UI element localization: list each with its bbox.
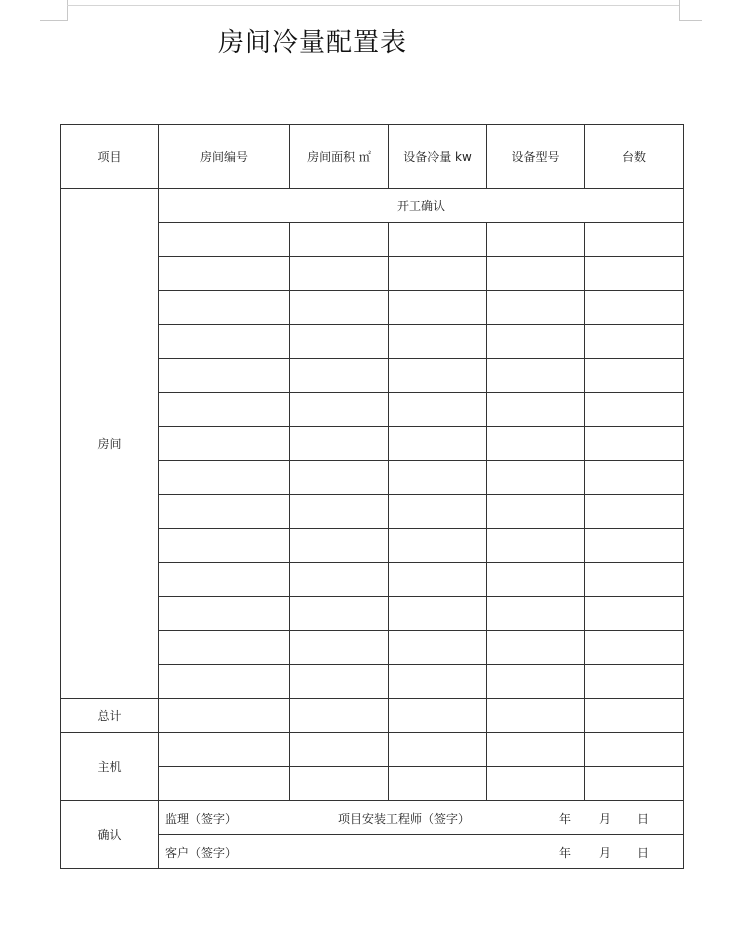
host-row — [61, 733, 684, 767]
header-row — [61, 125, 684, 189]
cell[interactable] — [585, 631, 684, 665]
year-label: 年 — [559, 812, 572, 826]
cell[interactable] — [290, 597, 389, 631]
start-confirm-label: 开工确认 — [159, 189, 684, 223]
cell[interactable] — [585, 359, 684, 393]
cell[interactable] — [389, 393, 487, 427]
cell[interactable] — [159, 665, 290, 699]
page-corner-mark-left — [40, 0, 68, 21]
cell[interactable] — [585, 699, 684, 733]
cell[interactable] — [290, 427, 389, 461]
engineer-sign-label: 项目安装工程师（签字） — [338, 812, 471, 826]
cell[interactable] — [159, 563, 290, 597]
header-model: 设备型号 — [487, 125, 585, 189]
cell[interactable] — [487, 597, 585, 631]
cell[interactable] — [585, 733, 684, 767]
cell[interactable] — [159, 529, 290, 563]
cell[interactable] — [159, 257, 290, 291]
cell[interactable] — [487, 699, 585, 733]
cell[interactable] — [487, 461, 585, 495]
cell[interactable] — [487, 563, 585, 597]
cell[interactable] — [585, 563, 684, 597]
cell[interactable] — [159, 325, 290, 359]
cell[interactable] — [290, 529, 389, 563]
cell[interactable] — [290, 733, 389, 767]
cell[interactable] — [585, 461, 684, 495]
customer-sign-cell[interactable] — [159, 835, 684, 869]
host-label: 主机 — [61, 733, 159, 801]
header-cooling: 设备冷量 kw — [389, 125, 487, 189]
total-row — [61, 699, 684, 733]
cell[interactable] — [290, 699, 389, 733]
cell[interactable] — [487, 359, 585, 393]
supervisor-sign-label: 监理（签字） — [165, 812, 238, 826]
cell[interactable] — [487, 223, 585, 257]
cell[interactable] — [290, 257, 389, 291]
cell[interactable] — [487, 427, 585, 461]
cooling-config-table — [60, 124, 684, 869]
cell[interactable] — [290, 495, 389, 529]
cell[interactable] — [389, 291, 487, 325]
month-label: 月 — [599, 846, 612, 860]
cell[interactable] — [389, 665, 487, 699]
cell[interactable] — [159, 291, 290, 325]
cell[interactable] — [389, 699, 487, 733]
cell[interactable] — [389, 529, 487, 563]
cell[interactable] — [389, 597, 487, 631]
cell[interactable] — [585, 529, 684, 563]
header-count: 台数 — [585, 125, 684, 189]
cell[interactable] — [389, 461, 487, 495]
cell[interactable] — [585, 665, 684, 699]
cell[interactable] — [487, 291, 585, 325]
cell[interactable] — [159, 733, 290, 767]
cell[interactable] — [159, 461, 290, 495]
cell[interactable] — [585, 597, 684, 631]
header-room-no: 房间编号 — [159, 125, 290, 189]
cell[interactable] — [487, 767, 585, 801]
cell[interactable] — [389, 495, 487, 529]
cell[interactable] — [290, 563, 389, 597]
cell[interactable] — [159, 223, 290, 257]
cell[interactable] — [585, 427, 684, 461]
page-top-rule — [67, 5, 679, 6]
cell[interactable] — [290, 223, 389, 257]
cell[interactable] — [290, 461, 389, 495]
cell[interactable] — [487, 665, 585, 699]
cell[interactable] — [290, 631, 389, 665]
cell[interactable] — [159, 767, 290, 801]
cell[interactable] — [585, 257, 684, 291]
cell[interactable] — [389, 733, 487, 767]
cell[interactable] — [159, 631, 290, 665]
cell[interactable] — [389, 359, 487, 393]
cell[interactable] — [585, 325, 684, 359]
confirm-label: 确认 — [61, 801, 159, 869]
page-corner-mark-right — [679, 0, 702, 21]
cell[interactable] — [487, 325, 585, 359]
cell[interactable] — [585, 767, 684, 801]
cell[interactable] — [585, 291, 684, 325]
cell[interactable] — [389, 223, 487, 257]
cell[interactable] — [389, 427, 487, 461]
supervisor-sign-cell[interactable] — [159, 801, 684, 835]
cell[interactable] — [585, 393, 684, 427]
cell[interactable] — [159, 699, 290, 733]
cell[interactable] — [290, 325, 389, 359]
cell[interactable] — [487, 529, 585, 563]
day-label: 日 — [637, 846, 650, 860]
cell[interactable] — [389, 563, 487, 597]
cell[interactable] — [585, 223, 684, 257]
cell[interactable] — [159, 359, 290, 393]
cell[interactable] — [389, 631, 487, 665]
header-room-area: 房间面积 ㎡ — [290, 125, 389, 189]
cell[interactable] — [389, 767, 487, 801]
cell[interactable] — [159, 427, 290, 461]
cell[interactable] — [487, 393, 585, 427]
month-label: 月 — [599, 812, 612, 826]
cell[interactable] — [290, 665, 389, 699]
cell[interactable] — [159, 597, 290, 631]
cell[interactable] — [290, 359, 389, 393]
cell[interactable] — [487, 733, 585, 767]
cell[interactable] — [290, 291, 389, 325]
header-item: 项目 — [61, 125, 159, 189]
confirm-row-supervisor — [61, 801, 684, 835]
customer-sign-label: 客户（签字） — [165, 846, 238, 860]
cell[interactable] — [290, 767, 389, 801]
page-title: 房间冷量配置表 — [218, 28, 408, 58]
day-label: 日 — [637, 812, 650, 826]
total-label: 总计 — [61, 699, 159, 733]
cell[interactable] — [159, 495, 290, 529]
cell[interactable] — [389, 325, 487, 359]
cell[interactable] — [290, 393, 389, 427]
room-section-label: 房间 — [61, 189, 159, 699]
cell[interactable] — [159, 393, 290, 427]
year-label: 年 — [559, 846, 572, 860]
cell[interactable] — [389, 257, 487, 291]
cell[interactable] — [487, 257, 585, 291]
cell[interactable] — [487, 495, 585, 529]
cell[interactable] — [487, 631, 585, 665]
cell[interactable] — [585, 495, 684, 529]
